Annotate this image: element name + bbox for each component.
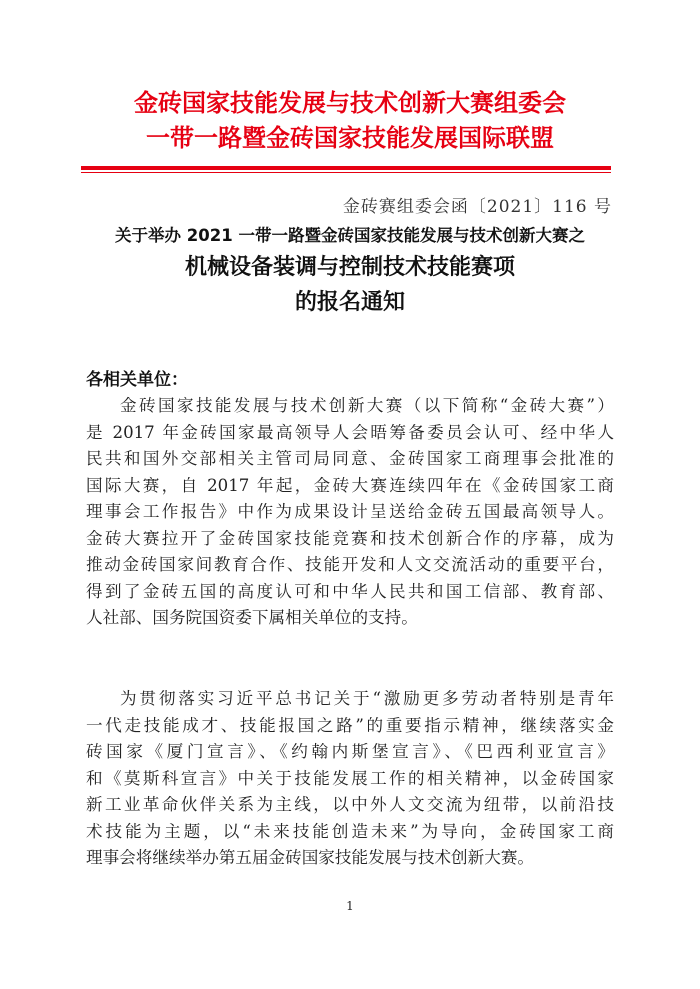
paragraph-line: 一代走技能成才、技能报国之路”的重要指示精神，继续落实金 [86, 715, 614, 735]
paragraph-2 [86, 686, 614, 872]
paragraph-line: 砖国家《厦门宣言》、《约翰内斯堡宣言》、《巴西利亚宣言》 [86, 742, 614, 761]
paragraph-line: 金砖国家技能发展与技术创新大赛（以下简称“金砖大赛”） [120, 396, 614, 415]
paragraph-line: 理事会工作报告》中作为成果设计呈送给金砖五国最高领导人。 [86, 502, 614, 521]
title-subtitle: 关于举办 2021 一带一路暨金砖国家技能发展与技术创新大赛之 [115, 226, 585, 245]
paragraph-line: 国际大赛，自 2017 年起，金砖大赛连续四年在《金砖国家工商 [86, 475, 614, 495]
letterhead-line-1: 金砖国家技能发展与技术创新大赛组委会 [134, 89, 566, 117]
page-number: 1 [346, 899, 354, 913]
paragraph-line: 新工业革命伙伴关系为主线，以中外人文交流为纽带，以前沿技 [86, 795, 614, 814]
title-main-line-2: 的报名通知 [294, 290, 405, 315]
document-number: 金砖赛组委会函〔2021〕116 号 [342, 197, 612, 217]
paragraph-line: 术技能为主题，以“未来技能创造未来”为导向，金砖国家工商 [86, 821, 614, 841]
paragraph-line: 得到了金砖五国的高度认可和中华人民共和国工信部、教育部、 [86, 581, 614, 601]
paragraph-line: 为贯彻落实习近平总书记关于“激励更多劳动者特别是青年 [120, 689, 614, 708]
title-main-line-1: 机械设备装调与控制技术技能赛项 [184, 255, 515, 280]
paragraph-line: 和《莫斯科宣言》中关于技能发展工作的相关精神，以金砖国家 [86, 768, 614, 788]
paragraph-line: 金砖大赛拉开了金砖国家技能竞赛和技术创新合作的序幕，成为 [86, 528, 614, 548]
letterhead-line-2: 一带一路暨金砖国家技能发展国际联盟 [146, 124, 554, 152]
paragraph-line: 民共和国外交部相关主管司局同意、金砖国家工商理事会批准的 [86, 449, 614, 468]
letterhead-divider-thin [81, 172, 611, 173]
paragraph-line: 推动金砖国家间教育合作、技能开发和人文交流活动的重要平台， [86, 555, 614, 574]
paragraph-line: 人社部、国务院国资委下属相关单位的支持。 [86, 608, 418, 627]
letterhead-divider-thick [81, 166, 611, 170]
paragraph-line: 是 2017 年金砖国家最高领导人会晤筹备委员会认可、经中华人 [86, 422, 614, 442]
paragraph-1 [86, 393, 614, 632]
salutation: 各相关单位： [86, 370, 188, 390]
paragraph-line: 理事会将继续举办第五届金砖国家技能发展与技术创新大赛。 [86, 848, 535, 867]
